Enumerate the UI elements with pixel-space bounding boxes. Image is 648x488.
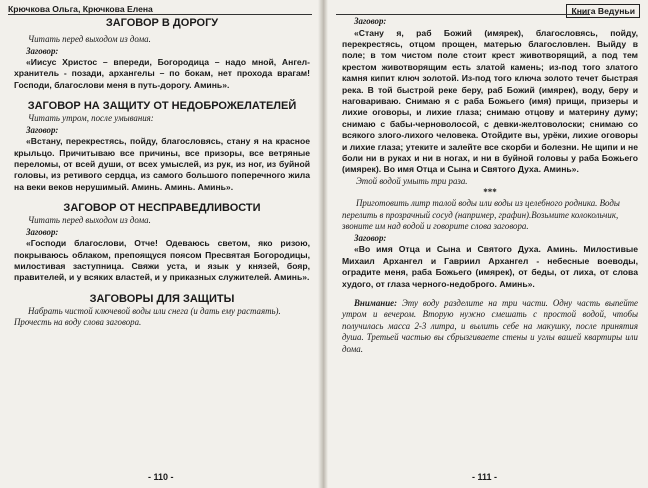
section-title-protection: ЗАГОВОР НА ЗАЩИТУ ОТ НЕДОБРОЖЕЛАТЕЛЕЙ bbox=[27, 100, 297, 113]
section-label-protection: Заговор: bbox=[26, 124, 59, 135]
spell2-text: «Во имя Отца и Сына и Святого Духа. Аминь. Милостивые Михаил Архангел и Гавриил Архангел - небесные воеводы, оградите меня, раба Божьего (имярек), от беды, от лиха, от слова худого, от глаза черного-недоброго. Аминь». bbox=[342, 244, 638, 289]
left-running-head: Крючкова Ольга, Крючкова Елена bbox=[8, 4, 153, 14]
right-content bbox=[342, 16, 638, 355]
section-title-defense: ЗАГОВОРЫ ДЛЯ ЗАЩИТЫ bbox=[89, 292, 235, 305]
section-text-road: «Иисус Христос – впереди, Богородица – надо мной, Ангел-хранитель - позади, архангелы – по бокам, нет прохода врагам! Господи, благослови меня в путь-дорогу. Аминь». bbox=[14, 57, 310, 90]
left-page bbox=[0, 0, 322, 488]
section-text-protection: «Встану, перекрестясь, пойду, благословясь, стану я на красное крыльцо. Причитываю все причины, все призоры, все ветряные переломы, от всей души, от всех умыслей, из рук, из ног, из буйной головы, из ретивого сердца, из самого большого поперечного жила на веки веков нерушимый. Аминь. Аминь. Аминь». bbox=[14, 136, 310, 192]
section-divider-stars: *** bbox=[483, 187, 497, 198]
right-head-rule bbox=[336, 14, 590, 15]
spell2-label: Заговор: bbox=[354, 232, 387, 243]
section-instruction-injustice: Читать перед выходом из дома. bbox=[28, 215, 151, 226]
warning-label: Внимание: bbox=[354, 297, 398, 308]
section-text-injustice: «Господи благослови, Отче! Одеваюсь светом, яко ризою, покрываюсь облаком, препоящуся поясом Пресвятая Богородицы, милостивая заступница. Свяжи уста, и язык у князей, бояр, правителей, и у всяких властей, и у приказных служителей. Аминь». bbox=[14, 238, 310, 283]
spell1-instruction: Этой водой умыть три раза. bbox=[356, 175, 468, 186]
section-instruction-defense: Набрать чистой ключевой воды или снега (и дать ему растаять). Прочесть на воду слова заговора. bbox=[14, 305, 281, 328]
spell1-label: Заговор: bbox=[354, 16, 387, 26]
spell2-instruction: Приготовить литр талой воды или воды из целебного родника. Воды перелить в прозрачный сосуд (например, графин).Возьмите колокольчик, звоните им над водой и говорите слова заговора. bbox=[342, 198, 620, 232]
book-gutter bbox=[318, 0, 328, 488]
section-label-road: Заговор: bbox=[26, 45, 59, 56]
left-content bbox=[14, 16, 310, 329]
section-instruction-protection: Читать утром, после умывания: bbox=[28, 113, 154, 124]
warning-text: Эту воду разделите на три части. Одну часть выпейте утром и вечером. Вторую нужно смешать с простой водой, чтобы получилась масса 2-3 литра, и вылить себе на макушку, после принятия душа. Третьей частью вы сбрызгиваете стены и углы вашей квартиры или дома. bbox=[342, 297, 638, 354]
right-running-head: Книга Ведуньи bbox=[566, 4, 640, 18]
right-page bbox=[322, 0, 648, 488]
left-page-number: - 110 - bbox=[148, 472, 174, 482]
section-label-injustice: Заговор: bbox=[26, 226, 59, 237]
section-title-injustice: ЗАГОВОР ОТ НЕСПРАВЕДЛИВОСТИ bbox=[63, 202, 261, 215]
section-instruction-road: Читать перед выходом из дома. bbox=[28, 34, 151, 44]
warning-paragraph bbox=[342, 298, 638, 356]
right-page-number: - 111 - bbox=[472, 472, 498, 482]
left-head-rule bbox=[8, 14, 312, 15]
section-title-road: ЗАГОВОР В ДОРОГУ bbox=[105, 17, 219, 29]
spell1-text: «Стану я, раб Божий (имярек), благословясь, пойду, перекрестясь, отцом прощен, матерью благословлен. Выйду в поле; в том чистом поле стоит крест животворящий, а под тем крестом животворящим есть златой камень; из-под того златого камня кипит ключ золотой. Из-под того ключа золото течет быстрая река. В той быстрой реке беру, раб Божий (имярек), воду, беру и наговариваю. Снимаю я с раба Божьего (имя) прищи, призеры и лихие оговоры, и лихие глаза; снимаю отцову и материну думу; снимаю с бабы-черноволосой, с девки-желтоволоски; снимаю со всякого злого-лихого человека. Отойдите вы, урёки, лихие оговоры и лихие глаза; утеките и залейте все скорби и болезни. Не щипи и не боли ни в руках и ни в ногах, и ни в буйной головы у раба Божьего (имярек). Во имя Отца и Сына и Святого Духа. Аминь». bbox=[342, 27, 638, 175]
